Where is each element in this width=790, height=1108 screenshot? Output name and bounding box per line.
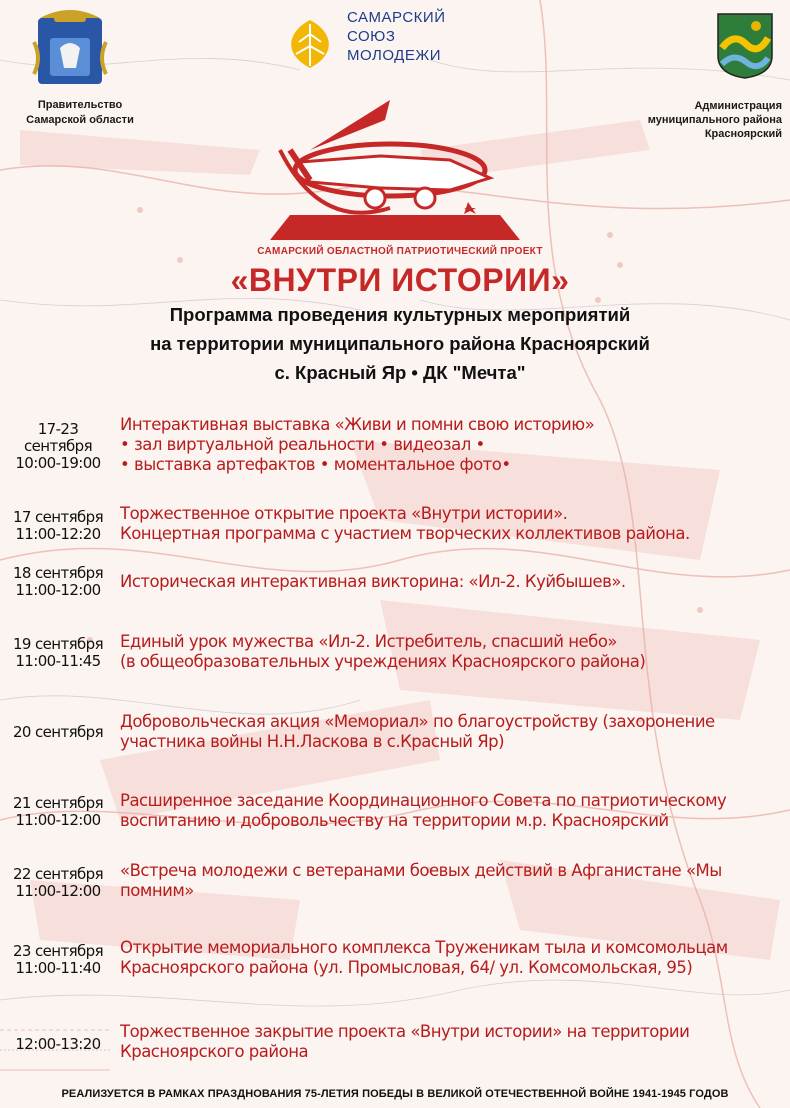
union-line-2: СОЮЗ: [347, 28, 396, 45]
desc-line: «Встреча молодежи с ветеранами боевых действий в Афганистане «Мы: [120, 861, 722, 880]
event-date: [2, 943, 114, 977]
administration-caption: [582, 99, 782, 141]
date-line: 11:00-12:00: [15, 581, 101, 599]
date-line: 17 сентября: [12, 508, 104, 526]
union-line-3: МОЛОДЕЖИ: [347, 47, 441, 64]
heading-line-2: на территории муниципального района Красноярский: [150, 333, 650, 354]
event-description: [120, 572, 760, 592]
desc-line: Историческая интерактивная викторина: «Ил-2. Куйбышев».: [120, 572, 626, 591]
date-line: 21 сентября: [12, 794, 104, 812]
desc-line: Единый урок мужества «Ил-2. Истребитель, спасший небо»: [120, 632, 618, 651]
gov-line-2: Самарской области: [26, 114, 134, 126]
date-line: 11:00-12:00: [15, 882, 101, 900]
government-caption: [0, 98, 160, 128]
youth-union-leaf-icon: [281, 18, 339, 70]
event-date: [2, 421, 114, 472]
event-description: [120, 415, 760, 475]
event-description: [120, 504, 760, 544]
desc-line: участника войны Н.Н.Ласкова в с.Красный Яр): [120, 732, 505, 751]
desc-line: помним»: [120, 881, 194, 900]
footer-note: РЕАЛИЗУЕТСЯ В РАМКАХ ПРАЗДНОВАНИЯ 75-ЛЕТИЯ ПОБЕДЫ В ВЕЛИКОЙ ОТЕЧЕСТВЕННОЙ ВОЙНЕ 1941-1945 ГОДОВ: [61, 1088, 729, 1100]
desc-line: Концертная программа с участием творческих коллективов района.: [120, 524, 690, 543]
desc-line: Торжественное закрытие проекта «Внутри истории» на территории: [120, 1022, 690, 1041]
date-line: 12:00-13:20: [15, 1035, 101, 1053]
event-date: [2, 795, 114, 829]
desc-line: Красноярского района (ул. Промысловая, 64/ ул. Комсомольская, 95): [120, 958, 693, 977]
event-description: [120, 791, 760, 831]
admin-line-1: Администрация: [694, 100, 782, 112]
desc-line: Расширенное заседание Координационного Совета по патриотическому: [120, 791, 727, 810]
krasnoyarsky-district-coat-of-arms-icon: [716, 12, 774, 80]
desc-line: Интерактивная выставка «Живи и помни свою историю»: [120, 415, 595, 434]
gov-line-1: Правительство: [37, 99, 123, 111]
admin-line-2: муниципального района: [647, 114, 782, 126]
desc-line: Торжественное открытие проекта «Внутри истории».: [120, 504, 568, 523]
date-line: 22 сентября: [12, 865, 104, 883]
event-date: [2, 509, 114, 543]
desc-line: воспитанию и добровольчеству на территории м.р. Красноярский: [120, 811, 669, 830]
heading-line-1: Программа проведения культурных мероприятий: [169, 304, 631, 325]
admin-line-3: Красноярский: [704, 128, 782, 140]
youth-union-logo-text: [347, 8, 445, 65]
date-line: 10:00-19:00: [15, 454, 101, 472]
date-line: 20 сентября: [12, 723, 104, 741]
il-2-plane-emblem-icon: [250, 90, 540, 250]
date-line: 11:00-11:40: [15, 959, 101, 977]
heading-line-3: с. Красный Яр • ДК "Мечта": [274, 362, 526, 383]
desc-line: • зал виртуальной реальности • видеозал •: [120, 435, 485, 454]
union-line-1: САМАРСКИЙ: [347, 9, 446, 26]
date-line: 23 сентября: [12, 942, 104, 960]
event-date: [2, 565, 114, 599]
event-description: [120, 632, 760, 672]
event-description: [120, 1022, 760, 1062]
date-line: 17-23: [37, 420, 79, 438]
program-heading: [90, 300, 710, 387]
date-line: 19 сентября: [12, 635, 104, 653]
event-description: [120, 861, 760, 901]
event-date: [2, 724, 114, 741]
desc-line: • выставка артефактов • моментальное фото•: [120, 455, 511, 474]
date-line: 18 сентября: [12, 564, 104, 582]
date-line: 11:00-12:00: [15, 811, 101, 829]
date-line: 11:00-11:45: [15, 652, 101, 670]
event-date: [2, 866, 114, 900]
samara-region-coat-of-arms-icon: [30, 8, 110, 94]
desc-line: Добровольческая акция «Мемориал» по благоустройству (захоронение: [120, 712, 715, 731]
date-line: сентября: [23, 437, 93, 455]
event-date: [2, 636, 114, 670]
date-line: 11:00-12:20: [15, 525, 101, 543]
project-title: «ВНУТРИ ИСТОРИИ»: [230, 262, 570, 298]
desc-line: (в общеобразовательных учреждениях Красноярского района): [120, 652, 646, 671]
event-description: [120, 712, 760, 752]
desc-line: Красноярского района: [120, 1042, 309, 1061]
desc-line: Открытие мемориального комплекса Труженикам тыла и комсомольцам: [120, 938, 728, 957]
project-subtitle: САМАРСКИЙ ОБЛАСТНОЙ ПАТРИОТИЧЕСКИЙ ПРОЕКТ: [257, 246, 543, 257]
event-date: [2, 1036, 114, 1053]
event-description: [120, 938, 760, 978]
